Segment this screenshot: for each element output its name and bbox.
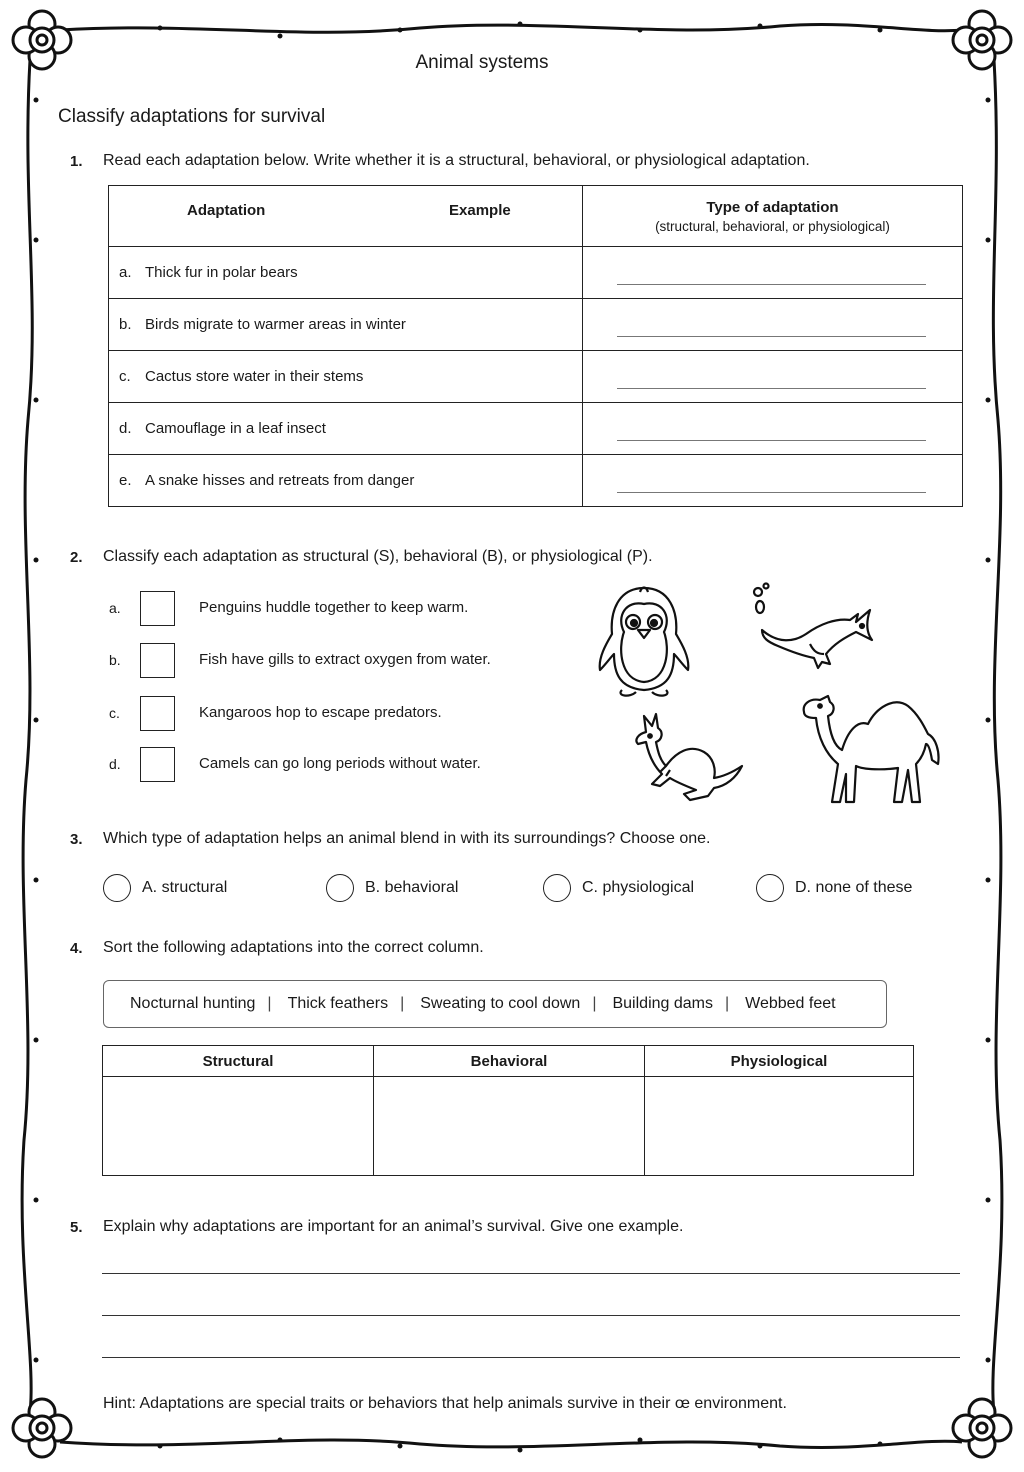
q1-text: Read each adaptation below. Write whether it is a structural, behavioral, or physiological adaptation. <box>103 152 810 169</box>
option-c-radio[interactable] <box>543 874 571 902</box>
q1-table <box>108 185 963 507</box>
q2-item-d: Camels can go long periods without water. <box>199 755 481 772</box>
row-letter: a. <box>119 264 132 281</box>
row-letter: d. <box>119 420 132 437</box>
q3-number: 3. <box>70 831 83 848</box>
sort-table <box>102 1045 914 1176</box>
table-row <box>109 299 963 351</box>
option-b-radio[interactable] <box>326 874 354 902</box>
option-b-label: B. behavioral <box>365 879 459 896</box>
table-row <box>109 403 963 455</box>
answer-line[interactable] <box>617 326 926 337</box>
fish-icon <box>748 582 878 672</box>
q5-number: 5. <box>70 1219 83 1236</box>
word-bank-separator: | <box>724 995 730 1012</box>
answer-box[interactable] <box>140 591 175 626</box>
q2-item-b: Fish have gills to extract oxygen from water. <box>199 651 491 668</box>
writing-line[interactable] <box>102 1273 960 1274</box>
writing-line[interactable] <box>102 1315 960 1316</box>
row-letter: b. <box>119 316 132 333</box>
header-type-cell <box>583 186 963 247</box>
q4-text: Sort the following adaptations into the correct column. <box>103 939 484 956</box>
q2-letter-b: b. <box>109 652 121 668</box>
penguin-icon <box>596 582 692 702</box>
option-a-label: A. structural <box>142 879 228 896</box>
header-example: Example <box>449 202 511 219</box>
answer-line[interactable] <box>617 482 926 493</box>
answer-line[interactable] <box>617 430 926 441</box>
column-physiological: Physiological <box>645 1046 914 1077</box>
word-bank-item: Thick feathers <box>287 995 389 1012</box>
q2-item-a: Penguins huddle together to keep warm. <box>199 599 469 616</box>
word-bank-item: Webbed feet <box>745 995 836 1012</box>
header-adaptation: Adaptation <box>187 202 266 219</box>
option-d-label: D. none of these <box>795 879 913 896</box>
kangaroo-icon <box>630 712 745 804</box>
table-row <box>109 455 963 507</box>
hint-text: Hint: Adaptations are special traits or behaviors that help animals survive in their œ environment. <box>103 1395 787 1412</box>
header-type: Type of adaptation <box>706 198 839 216</box>
q2-number: 2. <box>70 549 83 566</box>
structural-answer-cell[interactable] <box>103 1077 374 1176</box>
option-c-label: C. physiological <box>582 879 695 896</box>
q3-text: Which type of adaptation helps an animal blend in with its surroundings? Choose one. <box>103 830 711 847</box>
page-title: Animal systems <box>415 52 549 73</box>
answer-line[interactable] <box>617 378 926 389</box>
word-bank <box>103 980 887 1028</box>
word-bank-item: Nocturnal hunting <box>130 995 256 1012</box>
row-example: Birds migrate to warmer areas in winter <box>145 316 406 333</box>
table-row <box>109 247 963 299</box>
row-example: Camouflage in a leaf insect <box>145 420 326 437</box>
option-d-radio[interactable] <box>756 874 784 902</box>
row-example: A snake hisses and retreats from danger <box>145 472 415 489</box>
option-a-radio[interactable] <box>103 874 131 902</box>
physiological-answer-cell[interactable] <box>645 1077 914 1176</box>
q2-item-c: Kangaroos hop to escape predators. <box>199 704 442 721</box>
word-bank-item: Sweating to cool down <box>420 995 581 1012</box>
word-bank-separator: | <box>592 995 597 1012</box>
section-subtitle: Classify adaptations for survival <box>58 106 326 127</box>
q5-text: Explain why adaptations are important for an animal’s survival. Give one example. <box>103 1218 684 1235</box>
header-type-sub: (structural, behavioral, or physiological) <box>655 218 890 234</box>
answer-box[interactable] <box>140 696 175 731</box>
word-bank-separator: | <box>400 995 405 1012</box>
answer-box[interactable] <box>140 747 175 782</box>
q2-letter-c: c. <box>109 705 120 721</box>
q2-letter-d: d. <box>109 756 121 772</box>
column-behavioral: Behavioral <box>374 1046 645 1077</box>
q1-number: 1. <box>70 153 83 170</box>
q2-letter-a: a. <box>109 600 121 616</box>
q2-text: Classify each adaptation as structural (S), behavioral (B), or physiological (P). <box>103 548 653 565</box>
row-example: Cactus store water in their stems <box>145 368 364 385</box>
writing-line[interactable] <box>102 1357 960 1358</box>
q4-number: 4. <box>70 940 83 957</box>
answer-box[interactable] <box>140 643 175 678</box>
table-row <box>109 351 963 403</box>
camel-icon <box>798 690 944 810</box>
answer-line[interactable] <box>617 274 926 285</box>
word-bank-item: Building dams <box>612 995 713 1012</box>
row-example: Thick fur in polar bears <box>145 264 298 281</box>
row-letter: c. <box>119 368 131 385</box>
word-bank-separator: | <box>267 995 272 1012</box>
row-letter: e. <box>119 472 132 489</box>
behavioral-answer-cell[interactable] <box>374 1077 645 1176</box>
q1-header-left <box>109 186 583 247</box>
column-structural: Structural <box>103 1046 374 1077</box>
